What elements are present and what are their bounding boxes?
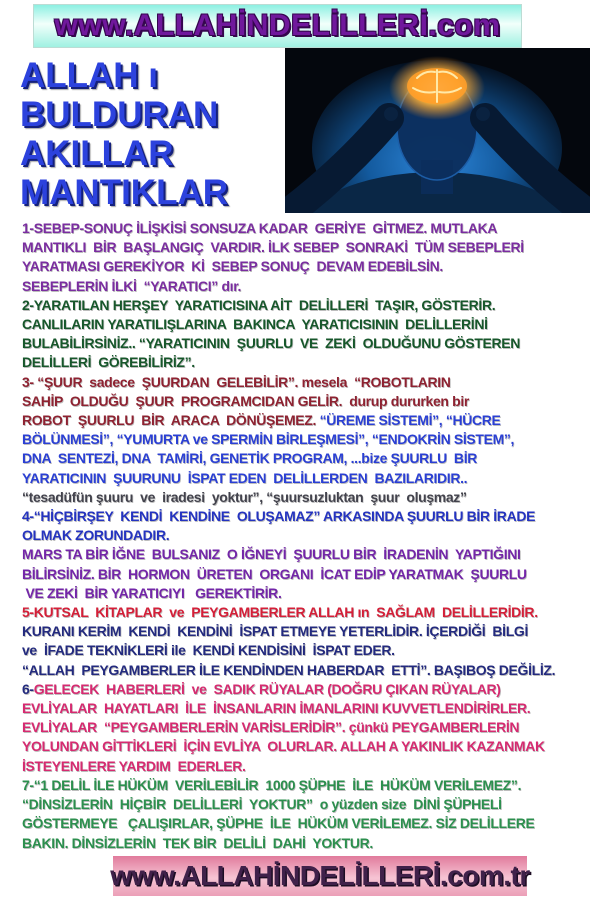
text-segment: 2-YARATILAN HERŞEY YARATICISINA AİT DELİLLERİ TAŞIR, GÖSTERİR. [22,296,496,313]
text-segment: İSTEYENLERE YARDIM EDERLER. [22,757,246,774]
text-line [22,353,596,372]
text-segment: DNA SENTEZİ, DNA TAMİRİ, GENETİK PROGRAM, ...bize ŞUURLU BİR [22,450,477,467]
brain-head-graphic [285,48,590,213]
text-segment: SEBEPLERİN İLKİ “YARATICI” dır. [22,277,242,294]
text-line [22,737,596,756]
text-line [22,545,596,564]
text-segment: EVLİYALAR “PEYGAMBERLERİN VARİSLERİDİR”. çünkü PEYGAMBERLERİN [22,719,520,736]
text-segment: “ÜREME SİSTEMİ”, “HÜCRE [319,412,501,429]
header-banner [33,4,522,48]
text-segment: BULABİLİRSİNİZ.. “YARATICININ ŞUURLU VE ZEKİ OLDUĞUNU GÖSTEREN [22,335,521,352]
text-segment: GÖSTERMEYE ÇALIŞIRLAR, ŞÜPHE İLE HÜKÜM VERİLEMEZ. SİZ DELİLLERE [22,815,535,832]
text-segment: 1-SEBEP-SONUÇ İLİŞKİSİ SONSUZA KADAR GERİYE GİTMEZ. MUTLAKA [22,220,498,236]
text-segment: OLMAK ZORUNDADIR. [22,527,170,544]
text-segment: BÖLÜNMESİ”, “YUMURTA ve SPERMİN BİRLEŞMESİ”, “ENDOKRİN SİSTEM”, [22,431,515,448]
text-segment: YARATMASI GEREKİYOR Kİ SEBEP SONUÇ DEVAM EDEBİLSİN. [22,258,443,275]
text-segment: MARS TA BİR İĞNE BULSANIZ O İĞNEYİ ŞUURLU BİR İRADENİN YAPTIĞINI [22,546,521,563]
text-segment: MANTIKLI BİR BAŞLANGIÇ VARDIR. İLK SEBEP SONRAKİ TÜM SEBEPLERİ [22,239,524,256]
body-text [22,219,596,853]
title-line: AKILLAR [20,134,174,173]
text-segment: ve İFADE TEKNİKLERİ ile KENDİ KENDİSİNİ İSPAT EDER. [22,642,395,659]
text-line [22,430,596,449]
text-segment: 4-“HİÇBİRŞEY KENDİ KENDİNE OLUŞAMAZ” ARKASINDA ŞUURLU BİR İRADE [22,508,536,525]
text-segment: SAHİP OLDUĞU ŞUUR PROGRAMCIDAN GELİR. durup dururken bir [22,392,469,409]
text-line [22,315,596,334]
text-line [22,795,596,814]
text-segment: YOLUNDAN GİTTİKLERİ İÇİN EVLİYA OLURLAR. ALLAH A YAKINLIK KAZANMAK [22,738,545,755]
page-title [20,56,282,212]
text-segment: 7-“1 DELİL İLE HÜKÜM VERİLEBİLİR 1000 ŞÜPHE İLE HÜKÜM VERİLEMEZ”. [22,776,522,793]
text-line [22,238,596,257]
text-segment: YARATICININ ŞUURUNU İSPAT EDEN DELİLLERDEN BAZILARIDIR.. [22,469,468,486]
text-line [22,257,596,276]
text-line [22,373,596,392]
title-line: MANTIKLAR [20,173,229,212]
text-segment: EVLİYALAR HAYATLARI İLE İNSANLARIN İMANLARINI KUVVETLENDİRİRLER. [22,700,531,717]
text-line [22,622,596,641]
text-line [22,603,596,622]
footer-banner [110,856,530,896]
text-line [22,449,596,468]
header-url: www.ALLAHİNDELİLLERİ.com [54,9,501,42]
text-line [22,680,596,699]
brain-head-image [285,48,590,213]
text-line [22,526,596,545]
text-line [22,757,596,776]
text-line [22,661,596,680]
text-segment: GELECEK HABERLERİ ve SADIK RÜYALAR (DOĞRU ÇIKAN RÜYALAR) [33,680,501,697]
text-segment: VE ZEKİ BİR YARATICIYI GEREKTİRİR. [22,584,282,601]
text-segment: “ALLAH PEYGAMBERLER İLE KENDİNDEN HABERDAR ETTİ”. BAŞIBOŞ DEĞİLİZ. [22,661,556,678]
text-line [22,219,596,238]
text-segment: ROBOT ŞUURLU BİR ARACA DÖNÜŞEMEZ. [22,412,320,429]
text-segment: BAKIN. DİNSİZLERİN TEK BİR DELİLİ DAHİ YOKTUR. [22,834,373,851]
text-line [22,469,596,488]
text-line [22,565,596,584]
text-line [22,834,596,853]
text-line [22,584,596,603]
text-line [22,641,596,660]
text-segment: “tesadüfün şuuru ve iradesi yoktur”, “şuursuzluktan şuur oluşmaz” [22,488,467,505]
text-line [22,776,596,795]
title-line: ALLAH ı [20,56,159,95]
text-segment: “DİNSİZLERİN HİÇBİR DELİLLERİ YOKTUR” o yüzden size DİNİ ŞÜPHELİ [22,796,502,813]
text-segment: DELİLLERİ GÖREBİLİRİZ”. [22,354,195,371]
text-segment: 6- [22,680,34,697]
text-line [22,334,596,353]
text-segment: CANLILARIN YARATILIŞLARINA BAKINCA YARATICISININ DELİLLERİNİ [22,316,488,333]
text-line [22,699,596,718]
text-segment: 5-KUTSAL KİTAPLAR ve PEYGAMBERLER ALLAH ın SAĞLAM DELİLLERİDİR. [22,604,538,621]
text-line [22,296,596,315]
title-line: BULDURAN [20,95,219,134]
text-line [22,507,596,526]
footer-url: www.ALLAHİNDELİLLERİ.com.tr [110,860,530,891]
text-line [22,814,596,833]
text-line [22,392,596,411]
text-segment: BİLİRSİNİZ. BİR HORMON ÜRETEN ORGANI İCAT EDİP YARATMAK ŞUURLU [22,565,527,582]
text-line [22,411,596,430]
text-line [22,718,596,737]
text-line [22,488,596,507]
text-segment: KURANI KERİM KENDİ KENDİNİ İSPAT ETMEYE YETERLİDİR. İÇERDİĞİ BİLGİ [22,623,528,640]
text-line [22,277,596,296]
text-segment: 3- “ŞUUR sadece ŞUURDAN GELEBİLİR”. mesela “ROBOTLARIN [22,373,451,390]
